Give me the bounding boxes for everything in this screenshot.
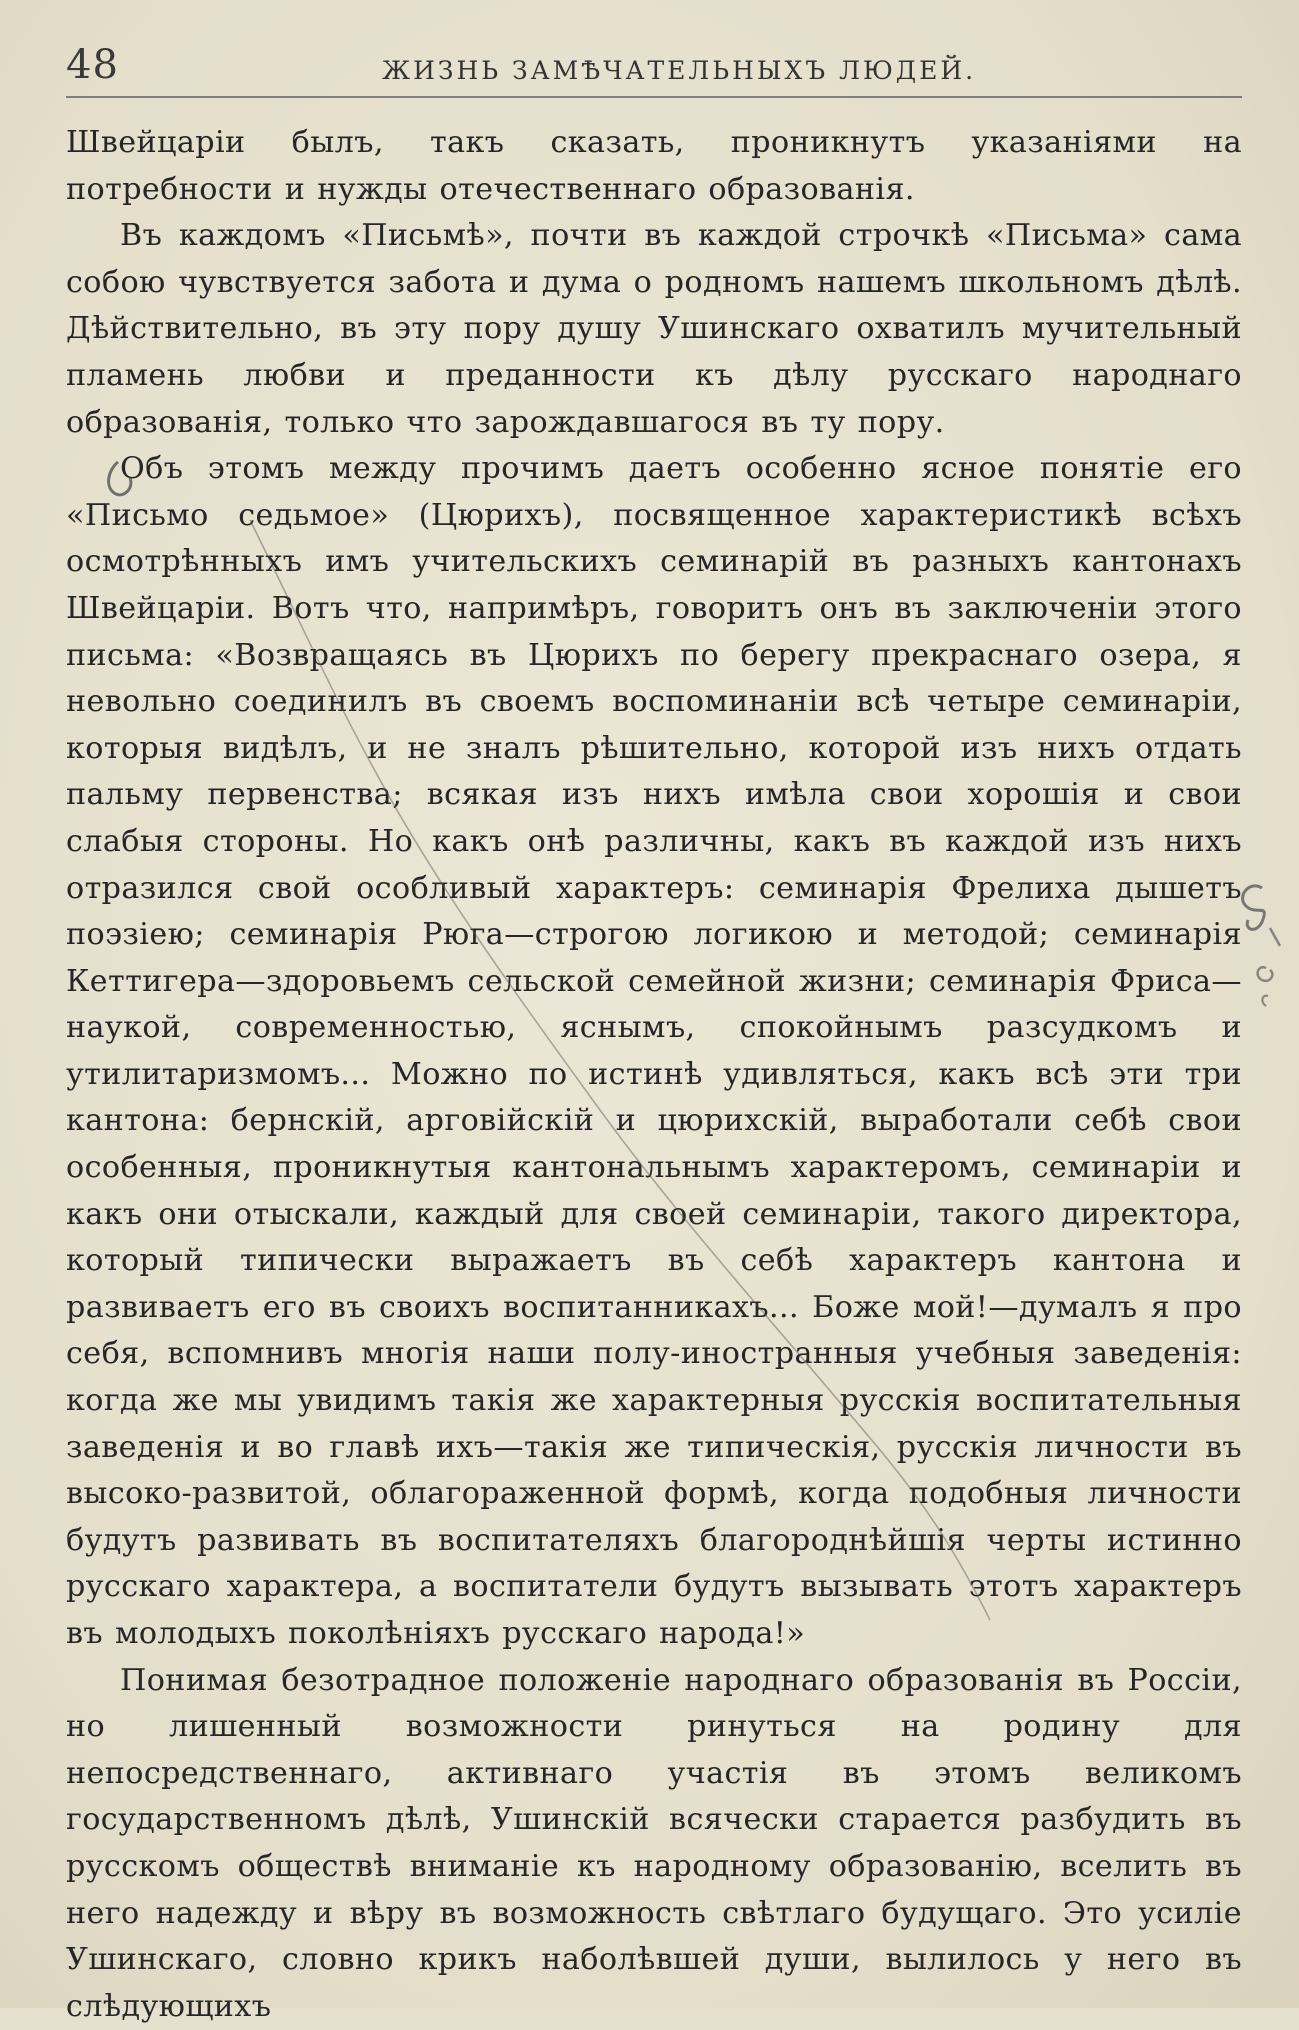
paragraph-4: Понимая безотрадное положеніе народнаго образованія въ Россіи, но лишенный возможности ринуться на родину для непосредственнаго, активнаго участія въ этомъ великомъ государственномъ дѣлѣ, Ушинскій всячески старается разбудить въ русскомъ обществѣ вниманіе къ народному образованію, вселить въ него надежду и вѣру въ возможность свѣтлаго будущаго. Это усиліе Ушинскаго, словно крикъ наболѣвшей души, вылилось у него въ слѣдующихъ <box>66 1662 1242 2024</box>
header-rule <box>66 96 1242 98</box>
paragraph-2: Въ каждомъ «Письмѣ», почти въ каждой строчкѣ «Письма» сама собою чувствуется забота и дума о родномъ нашемъ школьномъ дѣлѣ. Дѣйствительно, въ эту пору душу Ушинскаго охватилъ мучительный пламень любви и преданности къ дѣлу русскаго народнаго образованія, только что зарождавшагося въ ту пору. <box>66 218 1242 440</box>
page-header <box>66 42 1242 100</box>
paragraph-1: Швейцаріи былъ, такъ сказать, проникнутъ указаніями на потребности и нужды отечественнаго образованія. <box>66 125 1242 207</box>
paragraph-3: Объ этомъ между прочимъ даетъ особенно ясное понятіе его «Письмо седьмое» (Цюрихъ), посвященное характеристикѣ всѣхъ осмотрѣнныхъ имъ учительскихъ семинарій въ разныхъ кантонахъ Швейцаріи. Вотъ что, напримѣръ, говоритъ онъ въ заключеніи этого письма: «Возвращаясь въ Цюрихъ по берегу прекраснаго озера, я невольно соединилъ въ своемъ воспоминаніи всѣ четыре семинаріи, которыя видѣлъ, и не зналъ рѣшительно, которой изъ нихъ отдать пальму первенства; всякая изъ нихъ имѣла свои хорошія и свои слабыя стороны. Но какъ онѣ различны, какъ въ каждой изъ нихъ отразился свой особливый характеръ: семинарія Фрелиха дышетъ поэзіею; семинарія Рюга—строгою логикою и методой; семинарія Кеттигера—здоровьемъ сельской семейной жизни; семинарія Фриса—наукой, современностью, яснымъ, спокойнымъ разсудкомъ и утилитаризмомъ... Можно по истинѣ удивляться, какъ всѣ эти три кантона: бернскій, арговійскій и цюрихскій, выработали себѣ свои особенныя, проникнутыя кантональнымъ характеромъ, семинаріи и какъ они отыскали, каждый для своей семинаріи, такого директора, который типически выражаетъ въ себѣ характеръ кантона и развиваетъ его въ своихъ воспитанникахъ... Боже мой!—думалъ я про себя, вспомнивъ многія наши полу-иностранныя учебныя заведенія: когда же мы увидимъ такія же характерныя русскія воспитательныя заведенія и во главѣ ихъ—такія же типическія, русскія личности въ высоко-развитой, облагораженной формѣ, когда подобныя личности будутъ развивать въ воспитателяхъ благороднѣйшія черты истинно русскаго характера, а воспитатели будутъ вызывать этотъ характеръ въ молодыхъ поколѣніяхъ русскаго народа!» <box>66 451 1242 1651</box>
page-number: 48 <box>66 42 119 88</box>
running-head: ЖИЗНЬ ЗАМѢЧАТЕЛЬНЫХЪ ЛЮДЕЙ. <box>382 56 977 85</box>
body-text <box>66 120 1242 2030</box>
